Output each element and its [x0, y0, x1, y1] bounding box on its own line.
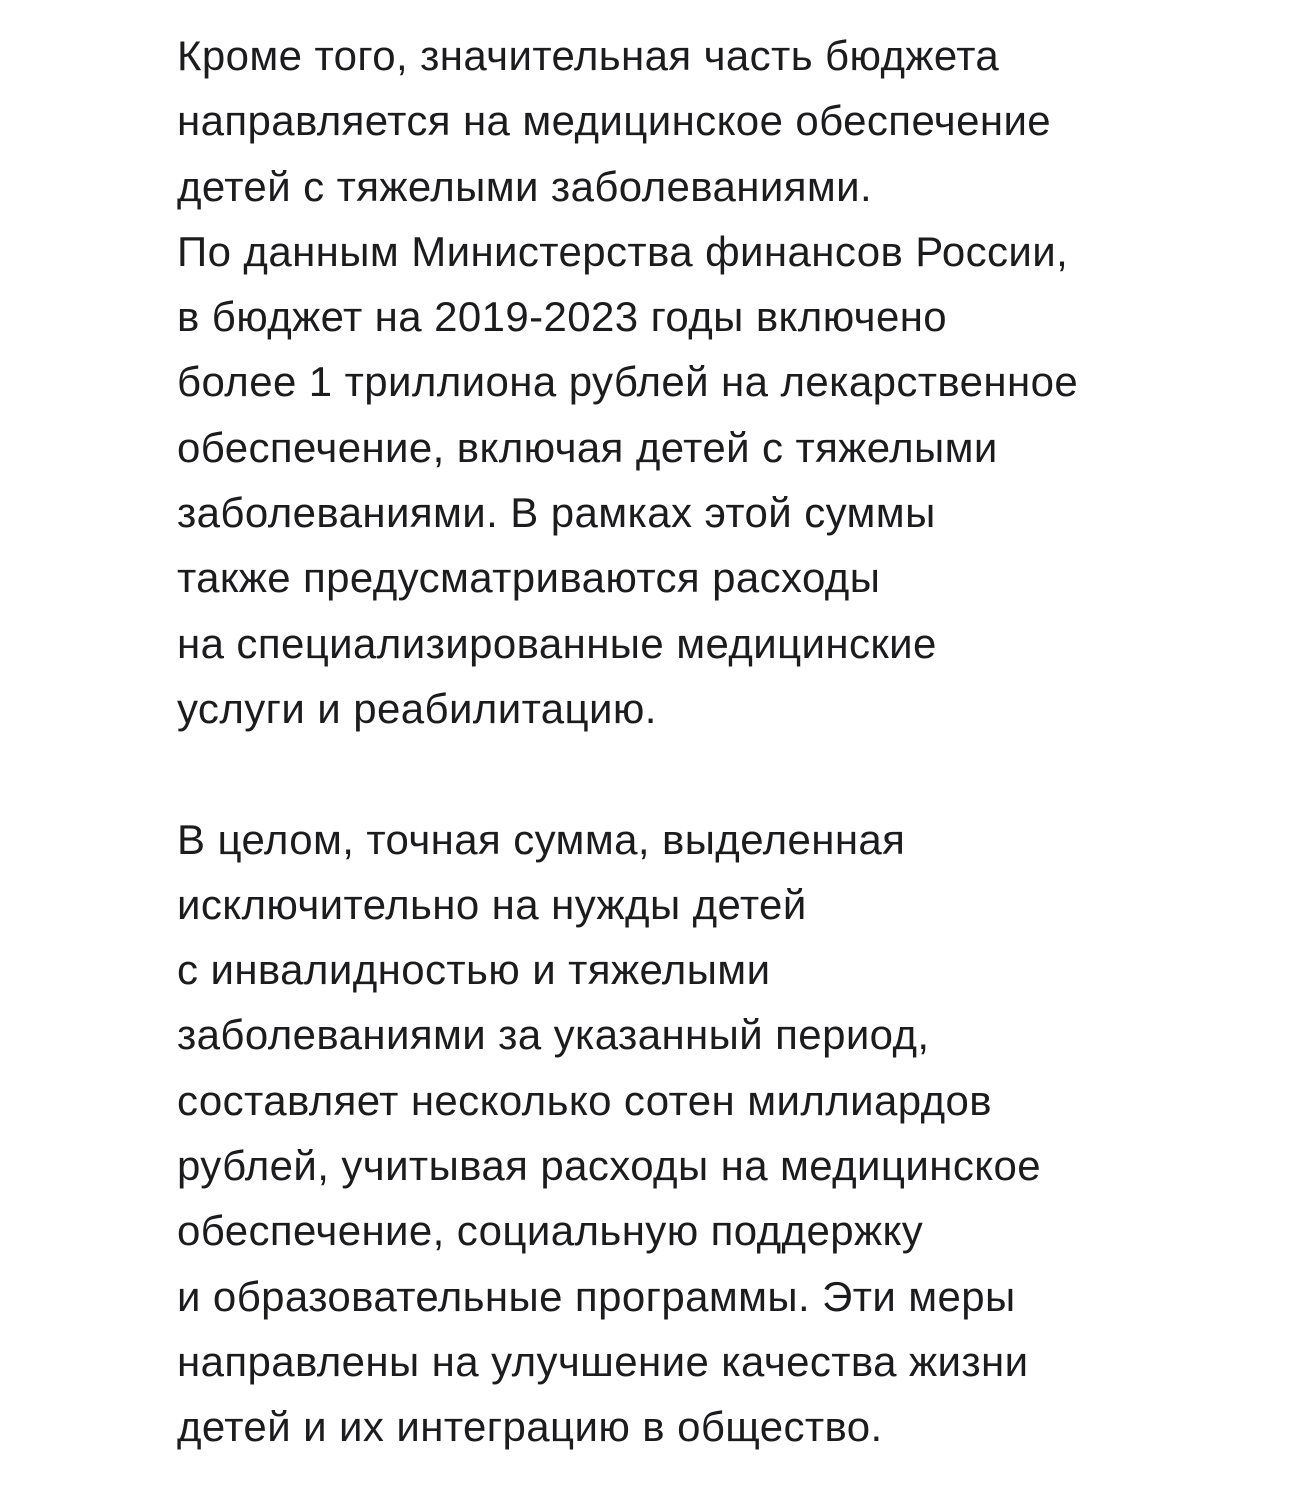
text-line: Кроме того, значительная часть бюджета: [177, 32, 1000, 79]
text-line: с инвалидностью и тяжелыми: [177, 946, 771, 994]
text-line: в бюджет на 2019-2023 годы включено: [177, 293, 948, 341]
text-line: и образовательные программы. Эти меры: [177, 1272, 1016, 1320]
text-line: услуги и реабилитацию.: [177, 684, 657, 732]
text-line: исключительно на нужды детей: [177, 880, 807, 928]
text-line: направляется на медицинское обеспечение: [177, 97, 1052, 145]
text-line: обеспечение, включая детей с тяжелыми: [177, 423, 998, 471]
text-line: обеспечение, социальную поддержку: [177, 1207, 924, 1255]
text-line: заболеваниями за указанный период,: [177, 1011, 930, 1059]
text-line: более 1 триллиона рублей на лекарственное: [177, 358, 1079, 406]
message-text: [177, 23, 1237, 1460]
paragraph-gap: [177, 741, 1237, 806]
text-line: В целом, точная сумма, выделенная: [177, 815, 906, 863]
text-line: составляет несколько сотен миллиардов: [177, 1076, 992, 1124]
text-line: направлены на улучшение качества жизни: [177, 1337, 1029, 1385]
text-line: детей с тяжелыми заболеваниями.: [177, 162, 873, 210]
text-line: По данным Министерства финансов России,: [177, 227, 1069, 275]
text-line: также предусматриваются расходы: [177, 554, 881, 602]
text-line: детей и их интеграцию в общество.: [177, 1403, 883, 1451]
text-line: заболеваниями. В рамках этой суммы: [177, 489, 936, 537]
text-line: рублей, учитывая расходы на медицинское: [177, 1142, 1041, 1190]
message-paragraph-1: [177, 23, 1237, 741]
text-line: на специализированные медицинские: [177, 619, 937, 667]
message-paragraph-2: [177, 807, 1237, 1460]
